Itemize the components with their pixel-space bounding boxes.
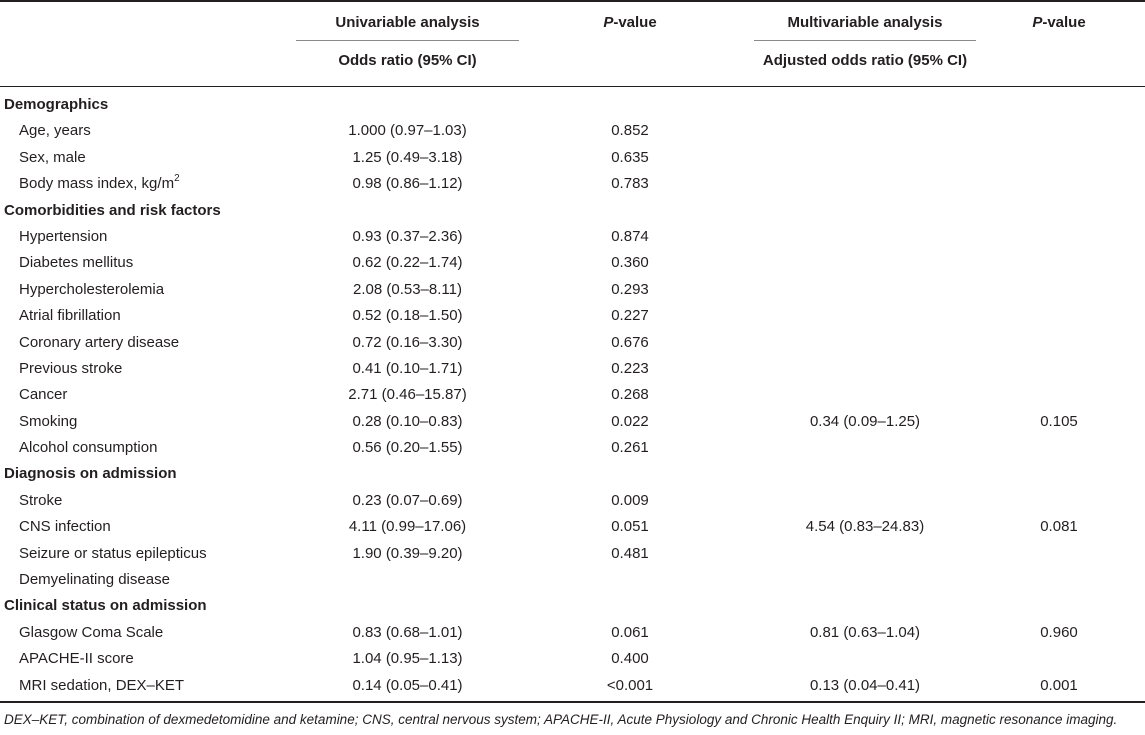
odds-ratio-cell: 0.93 (0.37–2.36) bbox=[352, 227, 463, 245]
p-value-cell: 0.635 bbox=[611, 148, 649, 166]
label-text: Previous stroke bbox=[19, 359, 123, 377]
table-row bbox=[0, 330, 1145, 356]
label-superscript: 2 bbox=[174, 173, 180, 185]
section-label bbox=[4, 593, 207, 619]
odds-ratio-cell: 0.56 (0.20–1.55) bbox=[352, 439, 463, 457]
variable-label bbox=[19, 620, 163, 646]
odds-ratio-cell: 4.11 (0.99–17.06) bbox=[348, 518, 467, 536]
table-row bbox=[0, 145, 1145, 171]
p-value-cell: 0.227 bbox=[611, 307, 649, 325]
adjusted-odds-ratio-cell: 4.54 (0.83–24.83) bbox=[805, 518, 925, 536]
adjusted-p-value-cell: 0.001 bbox=[1040, 676, 1078, 694]
p-value-cell: 0.400 bbox=[611, 650, 649, 668]
table-body bbox=[0, 92, 1145, 699]
label-text: Demographics bbox=[4, 96, 109, 113]
header-univariable-rule bbox=[296, 40, 519, 41]
section-header-row bbox=[0, 198, 1145, 224]
table-footnote: DEX–KET, combination of dexmedetomidine and ketamine; CNS, central nervous system; APACHE-II, Acute Physiology and Chronic Health Enquiry II; MRI, magnetic resonance imaging. bbox=[4, 712, 1118, 727]
table-row bbox=[0, 118, 1145, 144]
table-row bbox=[0, 171, 1145, 197]
variable-label bbox=[19, 541, 207, 567]
label-text: Seizure or status epilepticus bbox=[19, 544, 207, 562]
adjusted-p-value-cell: 0.081 bbox=[1040, 518, 1078, 536]
variable-label bbox=[19, 409, 77, 435]
table-row bbox=[0, 303, 1145, 329]
label-text: Glasgow Coma Scale bbox=[19, 623, 164, 641]
p-value-cell: 0.481 bbox=[611, 544, 649, 562]
p-value-cell: <0.001 bbox=[606, 676, 654, 694]
header-odds-ratio: Odds ratio (95% CI) bbox=[338, 52, 477, 69]
table-row bbox=[0, 541, 1145, 567]
odds-ratio-cell: 2.08 (0.53–8.11) bbox=[353, 280, 462, 298]
label-text: Sex, male bbox=[19, 148, 86, 166]
table-row bbox=[0, 620, 1145, 646]
label-text: Diagnosis on admission bbox=[4, 465, 177, 483]
header-p-value-univariable: P-value bbox=[603, 14, 657, 31]
label-text: Alcohol consumption bbox=[19, 439, 158, 457]
table-row bbox=[0, 224, 1145, 250]
p-value-cell: 0.874 bbox=[611, 227, 649, 245]
section-header-row bbox=[0, 461, 1145, 487]
adjusted-odds-ratio-cell: 0.34 (0.09–1.25) bbox=[809, 412, 921, 430]
odds-ratio-cell: 0.72 (0.16–3.30) bbox=[352, 333, 463, 351]
odds-ratio-cell: 1.04 (0.95–1.13) bbox=[352, 650, 463, 668]
label-text: Atrial fibrillation bbox=[19, 307, 121, 325]
table-row bbox=[0, 514, 1145, 540]
variable-label bbox=[19, 435, 157, 461]
table-row bbox=[0, 567, 1145, 593]
table-row bbox=[0, 488, 1145, 514]
adjusted-p-value-cell: 0.105 bbox=[1040, 412, 1078, 430]
variable-label bbox=[19, 277, 164, 303]
table-bottom-rule bbox=[0, 701, 1145, 703]
table-row bbox=[0, 673, 1145, 699]
odds-ratio-cell: 0.41 (0.10–1.71) bbox=[352, 359, 463, 377]
p-value-cell: 0.061 bbox=[611, 623, 649, 641]
label-text: MRI sedation, DEX–KET bbox=[19, 676, 185, 694]
p-value-cell: 0.852 bbox=[611, 122, 649, 140]
label-text: Comorbidities and risk factors bbox=[4, 201, 221, 219]
odds-ratio-cell: 0.98 (0.86–1.12) bbox=[352, 175, 463, 193]
p-value-cell: 0.268 bbox=[611, 386, 649, 404]
label-text: Stroke bbox=[19, 491, 63, 509]
header-p-value-multivariable: P-value bbox=[1032, 14, 1086, 31]
table-top-rule bbox=[0, 0, 1145, 2]
table-row bbox=[0, 277, 1145, 303]
section-header-row bbox=[0, 593, 1145, 619]
variable-label bbox=[19, 567, 170, 593]
label-text: Smoking bbox=[19, 412, 78, 430]
label-text: Age, years bbox=[19, 122, 91, 140]
variable-label bbox=[19, 250, 133, 276]
header-rule bbox=[0, 86, 1145, 87]
label-text: Demyelinating disease bbox=[19, 571, 170, 589]
header-multivariable: Multivariable analysis bbox=[787, 14, 943, 31]
adjusted-p-value-cell: 0.960 bbox=[1040, 623, 1078, 641]
label-text: CNS infection bbox=[19, 518, 111, 536]
table-row bbox=[0, 646, 1145, 672]
p-value-cell: 0.051 bbox=[611, 518, 649, 536]
odds-ratio-cell: 0.23 (0.07–0.69) bbox=[352, 491, 463, 509]
variable-label bbox=[19, 646, 134, 672]
p-value-cell: 0.360 bbox=[611, 254, 649, 272]
label-text: Hypertension bbox=[19, 227, 108, 245]
variable-label bbox=[19, 382, 67, 408]
variable-label bbox=[19, 224, 107, 250]
p-value-cell: 0.293 bbox=[611, 280, 649, 298]
header-adjusted-odds-ratio: Adjusted odds ratio (95% CI) bbox=[762, 52, 968, 69]
variable-label bbox=[19, 673, 184, 699]
odds-ratio-cell: 2.71 (0.46–15.87) bbox=[348, 386, 467, 404]
adjusted-odds-ratio-cell: 0.81 (0.63–1.04) bbox=[809, 623, 921, 641]
section-label bbox=[4, 461, 177, 487]
table-row bbox=[0, 409, 1145, 435]
variable-label bbox=[19, 171, 180, 197]
variable-label bbox=[19, 118, 91, 144]
variable-label bbox=[19, 514, 111, 540]
section-header-row bbox=[0, 92, 1145, 118]
header-univariable: Univariable analysis bbox=[335, 14, 480, 31]
header-multivariable-rule bbox=[754, 40, 976, 41]
label-text: Body mass index, kg/m bbox=[19, 175, 175, 193]
section-label bbox=[4, 198, 221, 224]
odds-ratio-cell: 1.000 (0.97–1.03) bbox=[348, 122, 467, 140]
p-value-cell: 0.676 bbox=[611, 333, 649, 351]
table-row bbox=[0, 250, 1145, 276]
odds-ratio-cell: 0.62 (0.22–1.74) bbox=[352, 254, 463, 272]
odds-ratio-cell: 1.25 (0.49–3.18) bbox=[352, 148, 463, 166]
p-value-cell: 0.261 bbox=[611, 439, 649, 457]
adjusted-odds-ratio-cell: 0.13 (0.04–0.41) bbox=[809, 676, 921, 694]
label-text: Diabetes mellitus bbox=[19, 254, 134, 272]
label-text: Cancer bbox=[19, 386, 68, 404]
p-value-cell: 0.009 bbox=[611, 491, 649, 509]
odds-ratio-cell: 0.28 (0.10–0.83) bbox=[352, 412, 463, 430]
table-row bbox=[0, 435, 1145, 461]
odds-ratio-cell: 0.14 (0.05–0.41) bbox=[352, 676, 463, 694]
p-value-cell: 0.223 bbox=[611, 359, 649, 377]
variable-label bbox=[19, 303, 121, 329]
p-value-cell: 0.022 bbox=[611, 412, 649, 430]
table-row bbox=[0, 356, 1145, 382]
variable-label bbox=[19, 356, 122, 382]
variable-label bbox=[19, 488, 62, 514]
label-text: Clinical status on admission bbox=[4, 597, 207, 615]
odds-ratio-cell: 0.52 (0.18–1.50) bbox=[352, 307, 463, 325]
odds-ratio-cell: 1.90 (0.39–9.20) bbox=[352, 544, 463, 562]
variable-label bbox=[19, 145, 86, 171]
section-label bbox=[4, 92, 108, 118]
label-text: APACHE-II score bbox=[19, 650, 134, 668]
odds-ratio-cell: 0.83 (0.68–1.01) bbox=[352, 623, 463, 641]
variable-label bbox=[19, 330, 179, 356]
label-text: Hypercholesterolemia bbox=[19, 280, 165, 298]
table-row bbox=[0, 382, 1145, 408]
p-value-cell: 0.783 bbox=[611, 175, 649, 193]
label-text: Coronary artery disease bbox=[19, 333, 180, 351]
